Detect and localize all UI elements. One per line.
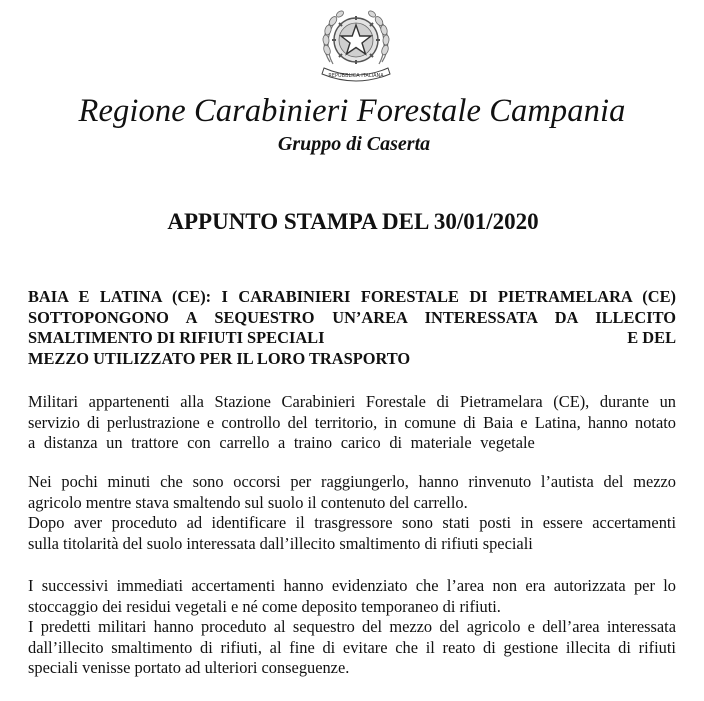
paragraph-1 bbox=[28, 392, 676, 454]
group-title: Gruppo di Caserta bbox=[277, 133, 431, 155]
paragraph-line: sulla titolarità del suolo interessata dall’illecito smaltimento di rifiuti speciali bbox=[28, 533, 533, 553]
paragraph-line: agricolo mentre stava smaltendo sul suolo il contenuto del carrello. bbox=[28, 492, 468, 512]
paragraph-line: Nei pochi minuti che sono occorsi per raggiungerlo, hanno rinvenuto l’autista del mezzo bbox=[28, 472, 676, 491]
paragraph-line: servizio di perlustrazione e controllo del territorio, in comune di Baia e Latina, hanno notato bbox=[28, 412, 676, 432]
region-title: Regione Carabinieri Forestale Campania bbox=[78, 93, 626, 129]
paragraph-3 bbox=[28, 576, 676, 679]
headline-line-tail: E DEL bbox=[627, 328, 676, 347]
paragraph-line: Militari appartenenti alla Stazione Carabinieri Forestale di Pietramelara (CE), durante un bbox=[28, 392, 676, 411]
emblem-graphic bbox=[316, 2, 396, 82]
headline-line: BAIA E LATINA (CE): I CARABINIERI FORESTALE DI PIETRAMELARA (CE) bbox=[28, 287, 676, 306]
emblem-ribbon-text: REPUBBLICA ITALIANA bbox=[328, 73, 384, 79]
italian-republic-emblem-icon bbox=[316, 2, 396, 82]
headline-line-split bbox=[28, 328, 676, 349]
paragraph-line: a distanza un trattore con carrello a traino carico di materiale vegetale bbox=[28, 433, 535, 453]
paragraph-line: I predetti militari hanno proceduto al sequestro del mezzo del agricolo e dell’area interessata bbox=[28, 617, 676, 637]
headline-line: SOTTOPONGONO A SEQUESTRO UN’AREA INTERESSATA DA ILLECITO bbox=[28, 307, 676, 327]
paragraph-line: speciali venisse portato ad ulteriori conseguenze. bbox=[28, 658, 350, 678]
headline bbox=[28, 287, 676, 369]
paragraph-line: stoccaggio dei residui vegetali e né come deposito temporaneo di rifiuti. bbox=[28, 596, 501, 616]
paragraph-line: dall’illecito smaltimento di rifiuti, al fine di evitare che il reato di gestione illecita di rifiuti bbox=[28, 637, 676, 657]
headline-line: MEZZO UTILIZZATO PER IL LORO TRASPORTO bbox=[28, 348, 411, 368]
paragraph-2 bbox=[28, 472, 676, 554]
press-release-title: APPUNTO STAMPA DEL 30/01/2020 bbox=[167, 209, 539, 234]
paragraph-line: I successivi immediati accertamenti hanno evidenziato che l’area non era autorizzata per lo bbox=[28, 576, 676, 595]
headline-line: SMALTIMENTO DI RIFIUTI SPECIALI bbox=[28, 328, 325, 347]
paragraph-line: Dopo aver proceduto ad identificare il trasgressore sono stati posti in essere accertamenti bbox=[28, 513, 676, 533]
